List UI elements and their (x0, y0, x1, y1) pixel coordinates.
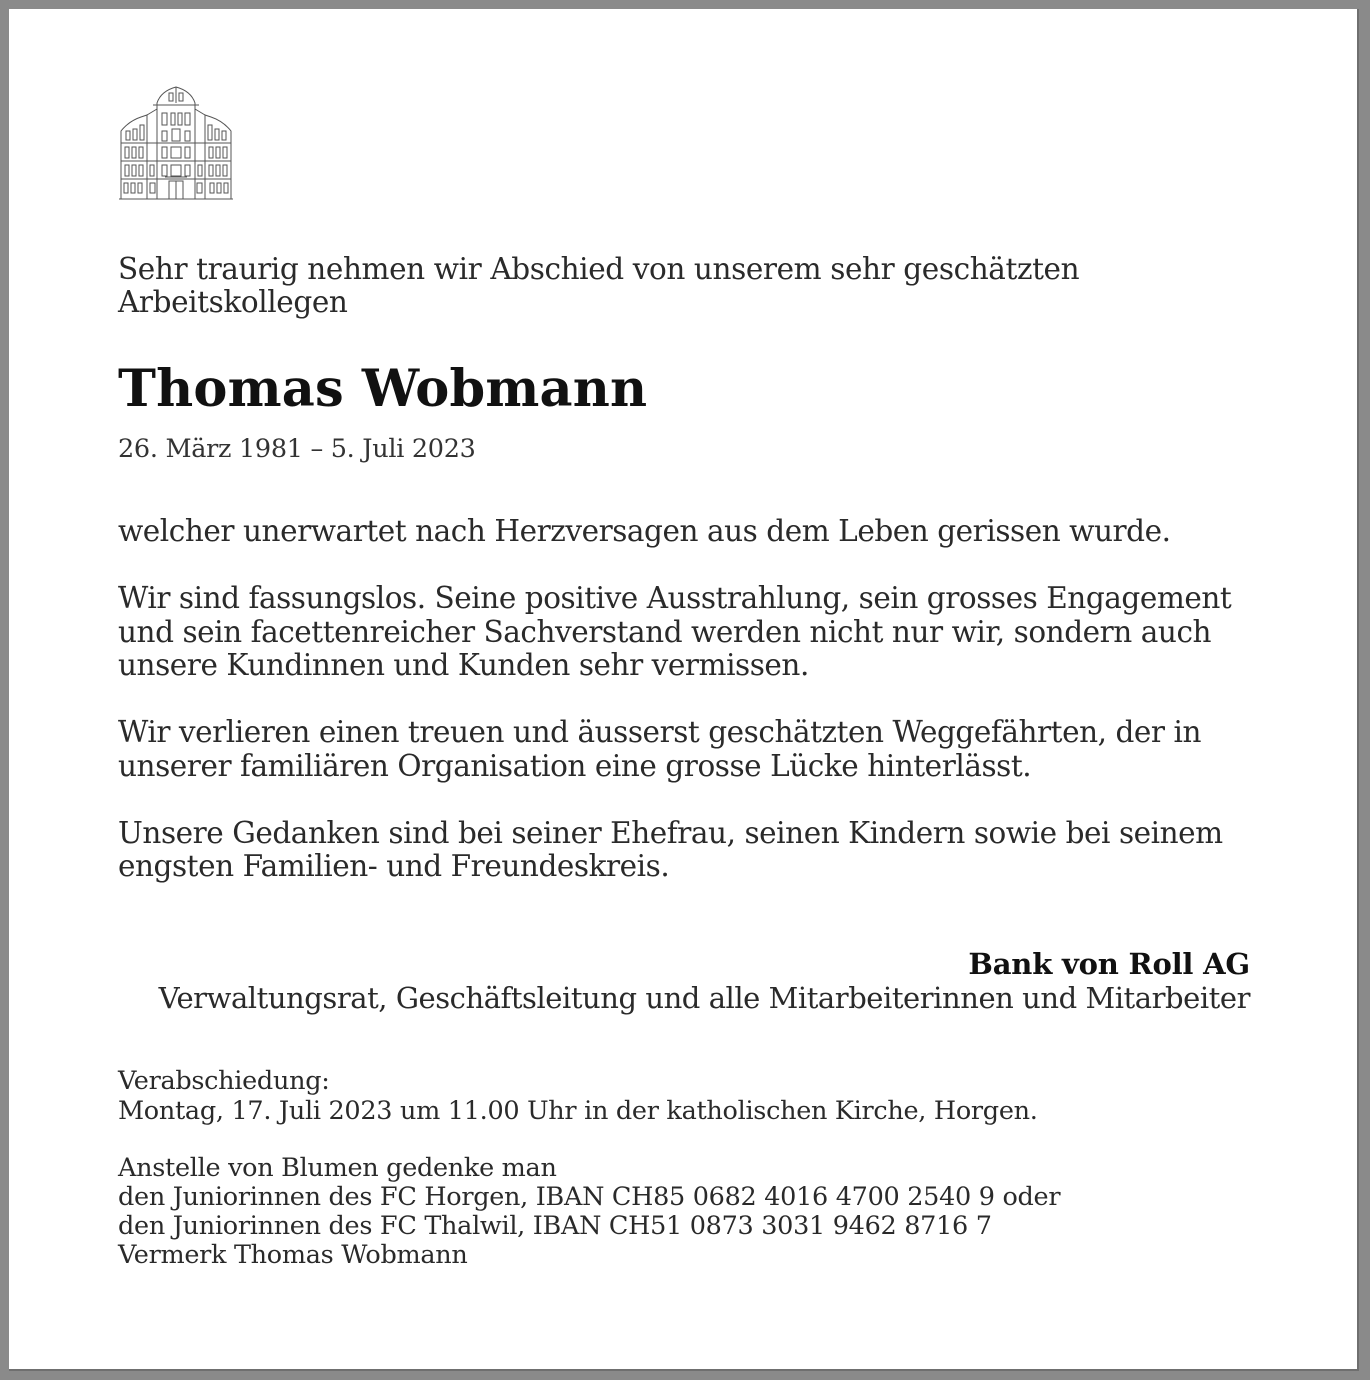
farewell-details: Montag, 17. Juli 2023 um 11.00 Uhr in der katholischen Kirche, Horgen. (118, 1095, 1038, 1126)
donation-line: den Juniorinnen des FC Thalwil, IBAN CH51 0873 3031 9462 8716 7 (118, 1211, 992, 1241)
deceased-name: Thomas Wobmann (118, 359, 648, 419)
donation-line: den Juniorinnen des FC Horgen, IBAN CH85 0682 4016 4700 2540 9 oder (118, 1182, 1061, 1212)
donation-info (118, 1154, 1060, 1270)
signature-block (159, 947, 1250, 1015)
paragraph: Wir sind fassungslos. Seine positive Ausstrahlung, sein grosses Engagement und sein facettenreicher Sachverstand werden nicht nur wir, sondern auch unsere Kundinnen und Kunden sehr vermissen. (118, 581, 1232, 682)
signature-members: Verwaltungsrat, Geschäftsleitung und alle Mitarbeiterinnen und Mitarbeiter (158, 981, 1250, 1015)
paragraph: Wir verlieren einen treuen und äusserst geschätzten Weggefährten, der in unserer familiären Organisation eine grosse Lücke hinterlässt. (118, 715, 1202, 783)
donation-line: Vermerk Thomas Wobmann (118, 1240, 468, 1270)
paragraph: welcher unerwartet nach Herzversagen aus dem Leben gerissen wurde. (118, 514, 1171, 548)
obituary-body (118, 515, 1258, 917)
paragraph: Unsere Gedanken sind bei seiner Ehefrau, seinen Kindern sowie bei seinem engsten Familien- und Freundeskreis. (118, 815, 1223, 883)
organization-name: Bank von Roll AG (968, 947, 1250, 981)
donation-line: Anstelle von Blumen gedenke man (118, 1153, 557, 1183)
farewell-info (118, 1067, 1038, 1126)
life-dates: 26. März 1981 – 5. Juli 2023 (118, 434, 476, 464)
farewell-label: Verabschiedung: (118, 1066, 330, 1096)
intro-text: Sehr traurig nehmen wir Abschied von unserem sehr geschätzten Arbeitskollegen (118, 252, 1080, 319)
building-facade-icon (117, 83, 235, 201)
obituary-page (9, 9, 1359, 1371)
